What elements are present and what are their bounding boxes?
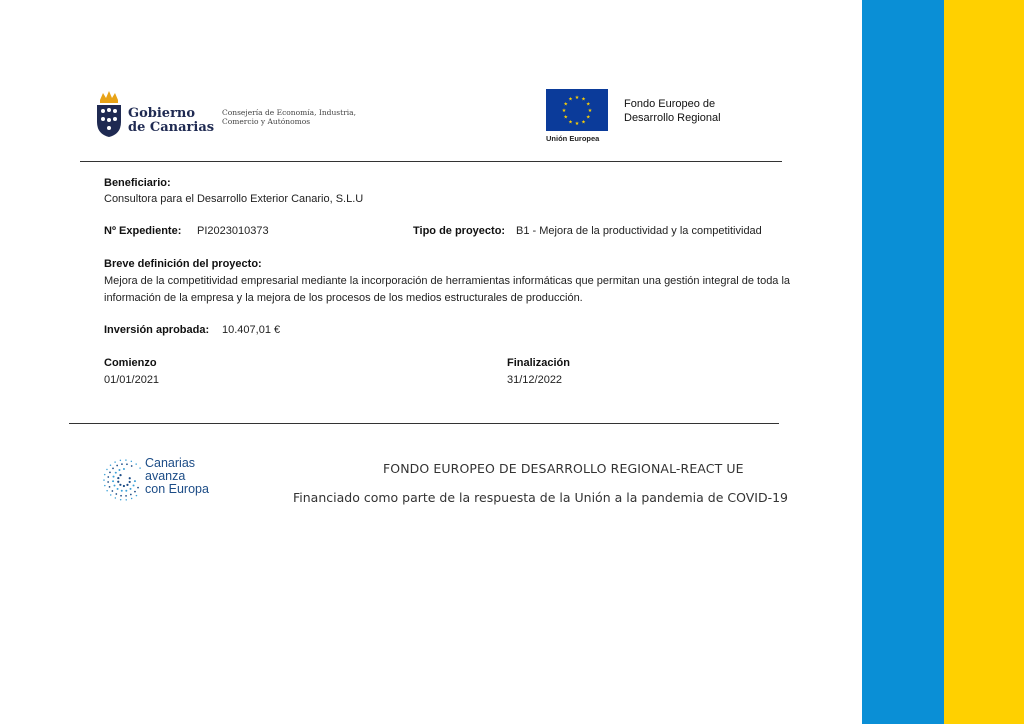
swirl-dot (112, 490, 114, 492)
swirl-dot (112, 480, 114, 482)
logo-line3: con Europa (145, 482, 209, 496)
canarias-avanza-logo (102, 456, 232, 506)
swirl-dot (120, 499, 121, 500)
eu-star-icon: ★ (587, 108, 593, 114)
logo-line1: Canarias (145, 456, 196, 470)
department-line1: Consejería de Economía, Industria, (222, 108, 357, 117)
eu-star-icon: ★ (574, 95, 580, 101)
tipo-label: Tipo de proyecto: (413, 225, 506, 237)
fund-subtitle: Financiado como parte de la respuesta de la Unión a la pandemia de COVID-19 (293, 490, 788, 505)
comienzo-label: Comienzo (104, 357, 157, 369)
comienzo-value: 01/01/2021 (104, 374, 160, 386)
side-stripe-blue (862, 0, 944, 724)
finalizacion-value: 31/12/2022 (507, 374, 563, 386)
eu-flag-icon (546, 89, 608, 131)
tipo-value: B1 - Mejora de la productividad y la competitividad (516, 225, 762, 237)
swirl-dot (136, 495, 137, 496)
eu-star-icon: ★ (568, 96, 573, 103)
swirl-dot (110, 494, 111, 495)
crown-shield-icon (94, 88, 124, 138)
swirl-dot (117, 477, 119, 479)
swirl-dot (110, 464, 111, 465)
swirl-dot (131, 461, 132, 462)
definicion-label: Breve definición del proyecto: (104, 258, 262, 270)
swirl-dot (135, 463, 136, 464)
swirl-dot (104, 474, 105, 475)
swirl-dot (112, 468, 114, 470)
eu-star-icon: ★ (581, 119, 586, 126)
swirl-dot (133, 484, 135, 486)
eu-stars-icon (546, 89, 608, 131)
eu-fund-name (624, 97, 721, 125)
swirl-dot (125, 490, 127, 492)
swirl-dot (114, 485, 116, 487)
swirl-dot (107, 476, 109, 478)
swirl-dot (103, 479, 104, 480)
beneficiario-value: Consultora para el Desarrollo Exterior Canario, S.L.U (104, 193, 364, 205)
bottom-divider (69, 423, 779, 424)
swirl-dot (134, 480, 136, 482)
eu-star-icon: ★ (563, 101, 568, 108)
gobierno-line1: Gobierno (128, 106, 196, 121)
eu-star-icon: ★ (586, 114, 591, 121)
eu-star-icon: ★ (568, 119, 573, 126)
swirl-dot (119, 474, 121, 476)
swirl-dot (130, 494, 132, 496)
side-stripe-yellow (944, 0, 1024, 724)
swirl-dot (106, 469, 107, 470)
gobierno-canarias-logo (94, 88, 364, 140)
department-name (222, 108, 356, 126)
eu-fund-line2: Desarrollo Regional (624, 112, 721, 124)
swirl-dot (129, 481, 131, 483)
eu-star-icon: ★ (574, 121, 580, 127)
swirl-dot (121, 463, 123, 465)
swirl-dot (113, 476, 115, 478)
swirl-dot (117, 488, 119, 490)
swirl-dot (123, 485, 125, 487)
eu-star-icon: ★ (561, 108, 567, 114)
swirl-dot (126, 463, 128, 465)
swirl-dot (116, 465, 118, 467)
gobierno-name (128, 107, 214, 135)
swirl-dot (137, 487, 139, 489)
dotted-swirl-icon (102, 458, 146, 502)
swirl-dot (104, 485, 105, 486)
top-divider (80, 161, 782, 162)
eu-fund-line1: Fondo Europeo de (624, 98, 716, 110)
eu-flag-caption: Unión Europea (546, 134, 600, 143)
swirl-dot (129, 477, 131, 479)
swirl-dot (126, 499, 127, 500)
swirl-dot (117, 481, 119, 483)
swirl-dot (114, 461, 115, 462)
inversion-value: 10.407,01 € (222, 324, 281, 336)
swirl-dot (134, 491, 136, 493)
swirl-dot (131, 465, 133, 467)
swirl-dot (118, 469, 120, 471)
fund-title: FONDO EUROPEO DE DESARROLLO REGIONAL-REACT UE (383, 461, 744, 476)
swirl-dot (109, 486, 111, 488)
swirl-dot (107, 481, 109, 483)
swirl-dot (120, 460, 121, 461)
department-line2: Comercio y Autónomos (222, 117, 311, 126)
expediente-value: PI2023010373 (197, 225, 269, 237)
swirl-dot (130, 488, 132, 490)
eu-star-icon: ★ (563, 114, 568, 121)
swirl-dot (120, 495, 122, 497)
swirl-dot (115, 497, 116, 498)
eu-star-icon: ★ (586, 101, 591, 108)
logo-line2: avanza (145, 469, 186, 483)
swirl-dot (115, 493, 117, 495)
swirl-dot (125, 459, 126, 460)
swirl-dot (109, 471, 111, 473)
definicion-value: Mejora de la competitividad empresarial mediante la incorporación de herramientas informáticas que permitan una gestión integral de toda la información de la empresa y la mejora de los procesos de los medios estructurales de producción. (104, 275, 791, 304)
canarias-avanza-text (145, 457, 209, 496)
inversion-label: Inversión aprobada: (104, 324, 210, 336)
eu-star-icon: ★ (581, 96, 586, 103)
swirl-dot (139, 467, 140, 468)
expediente-label: Nº Expediente: (104, 225, 182, 237)
gobierno-line2: de Canarias (128, 120, 215, 135)
swirl-dot (106, 490, 107, 491)
beneficiario-label: Beneficiario: (104, 177, 171, 189)
swirl-dot (131, 498, 132, 499)
swirl-dot (126, 484, 128, 486)
swirl-dot (115, 472, 117, 474)
swirl-dot (119, 484, 121, 486)
swirl-dot (123, 468, 125, 470)
swirl-dot (121, 490, 123, 492)
finalizacion-label: Finalización (507, 357, 570, 369)
swirl-dot (125, 495, 127, 497)
